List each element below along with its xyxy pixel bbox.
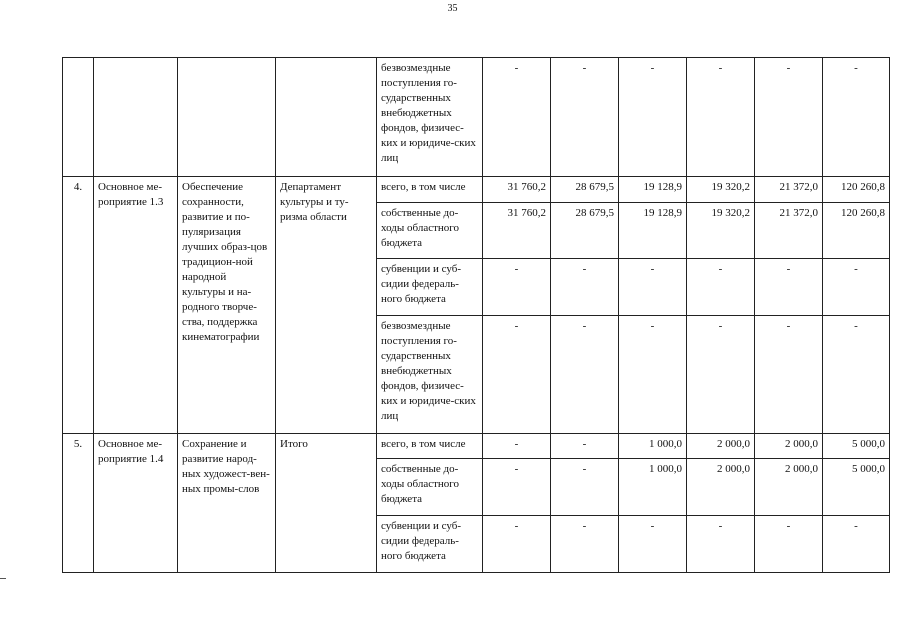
value-cell: - xyxy=(755,516,823,573)
number-cell: 5. xyxy=(63,434,94,573)
name-cell: Сохранение и развитие народ-ных художест-вен-ных промы-слов xyxy=(178,434,276,573)
table-row xyxy=(63,434,890,459)
funding-source-cell: безвозмездные поступления го-сударственных внебюджетных фондов, физичес-ких и юридиче-ских лиц xyxy=(377,316,483,434)
number-cell: 4. xyxy=(63,177,94,434)
budget-table-container xyxy=(62,57,890,573)
value-cell: - xyxy=(755,316,823,434)
funding-source-cell: субвенции и суб-сидии федераль-ного бюджета xyxy=(377,516,483,573)
value-cell: 120 260,8 xyxy=(823,177,890,203)
value-cell: 2 000,0 xyxy=(687,434,755,459)
value-cell: 19 320,2 xyxy=(687,203,755,259)
value-cell: 2 000,0 xyxy=(755,459,823,516)
funding-source-cell: собственные до-ходы областного бюджета xyxy=(377,203,483,259)
value-cell: - xyxy=(483,434,551,459)
value-cell: - xyxy=(687,259,755,316)
value-cell: 21 372,0 xyxy=(755,203,823,259)
funding-source-cell: субвенции и суб-сидии федераль-ного бюджета xyxy=(377,259,483,316)
value-cell: - xyxy=(619,259,687,316)
name-cell xyxy=(178,58,276,177)
value-cell: - xyxy=(551,516,619,573)
value-cell: - xyxy=(619,316,687,434)
value-cell: - xyxy=(483,58,551,177)
value-cell: 120 260,8 xyxy=(823,203,890,259)
value-cell: - xyxy=(823,58,890,177)
executor-cell: Итого xyxy=(276,434,377,573)
value-cell: 1 000,0 xyxy=(619,459,687,516)
value-cell: - xyxy=(551,434,619,459)
value-cell: - xyxy=(823,259,890,316)
value-cell: - xyxy=(755,259,823,316)
value-cell: - xyxy=(483,259,551,316)
number-cell xyxy=(63,58,94,177)
value-cell: - xyxy=(483,516,551,573)
funding-source-cell: всего, в том числе xyxy=(377,434,483,459)
value-cell: 2 000,0 xyxy=(687,459,755,516)
value-cell: 31 760,2 xyxy=(483,203,551,259)
event-cell xyxy=(94,58,178,177)
value-cell: - xyxy=(687,316,755,434)
value-cell: - xyxy=(687,516,755,573)
value-cell: - xyxy=(483,316,551,434)
value-cell: - xyxy=(551,316,619,434)
funding-source-cell: собственные до-ходы областного бюджета xyxy=(377,459,483,516)
table-row xyxy=(63,58,890,177)
executor-cell: Департамент культуры и ту-ризма области xyxy=(276,177,377,434)
value-cell: 1 000,0 xyxy=(619,434,687,459)
table-row xyxy=(63,177,890,203)
value-cell: - xyxy=(755,58,823,177)
name-cell: Обеспечение сохранности, развитие и по-пуляризация лучших образ-цов традицион-ной народной культуры и на-родного творче-ства, поддержка кинематографии xyxy=(178,177,276,434)
value-cell: - xyxy=(483,459,551,516)
value-cell: 19 128,9 xyxy=(619,203,687,259)
value-cell: 5 000,0 xyxy=(823,434,890,459)
value-cell: 21 372,0 xyxy=(755,177,823,203)
value-cell: - xyxy=(551,259,619,316)
value-cell: 19 128,9 xyxy=(619,177,687,203)
value-cell: - xyxy=(551,459,619,516)
value-cell: 19 320,2 xyxy=(687,177,755,203)
value-cell: - xyxy=(551,58,619,177)
value-cell: 28 679,5 xyxy=(551,177,619,203)
value-cell: 31 760,2 xyxy=(483,177,551,203)
event-cell: Основное ме-роприятие 1.3 xyxy=(94,177,178,434)
value-cell: 5 000,0 xyxy=(823,459,890,516)
value-cell: - xyxy=(687,58,755,177)
budget-table xyxy=(62,57,890,573)
funding-source-cell: безвозмездные поступления го-сударственных внебюджетных фондов, физичес-ких и юридиче-ских лиц xyxy=(377,58,483,177)
page-number: 35 xyxy=(447,3,458,14)
value-cell: 28 679,5 xyxy=(551,203,619,259)
funding-source-cell: всего, в том числе xyxy=(377,177,483,203)
value-cell: - xyxy=(619,58,687,177)
executor-cell xyxy=(276,58,377,177)
value-cell: 2 000,0 xyxy=(755,434,823,459)
value-cell: - xyxy=(823,316,890,434)
value-cell: - xyxy=(619,516,687,573)
value-cell: - xyxy=(823,516,890,573)
event-cell: Основное ме-роприятие 1.4 xyxy=(94,434,178,573)
scan-edge-mark xyxy=(0,578,6,579)
